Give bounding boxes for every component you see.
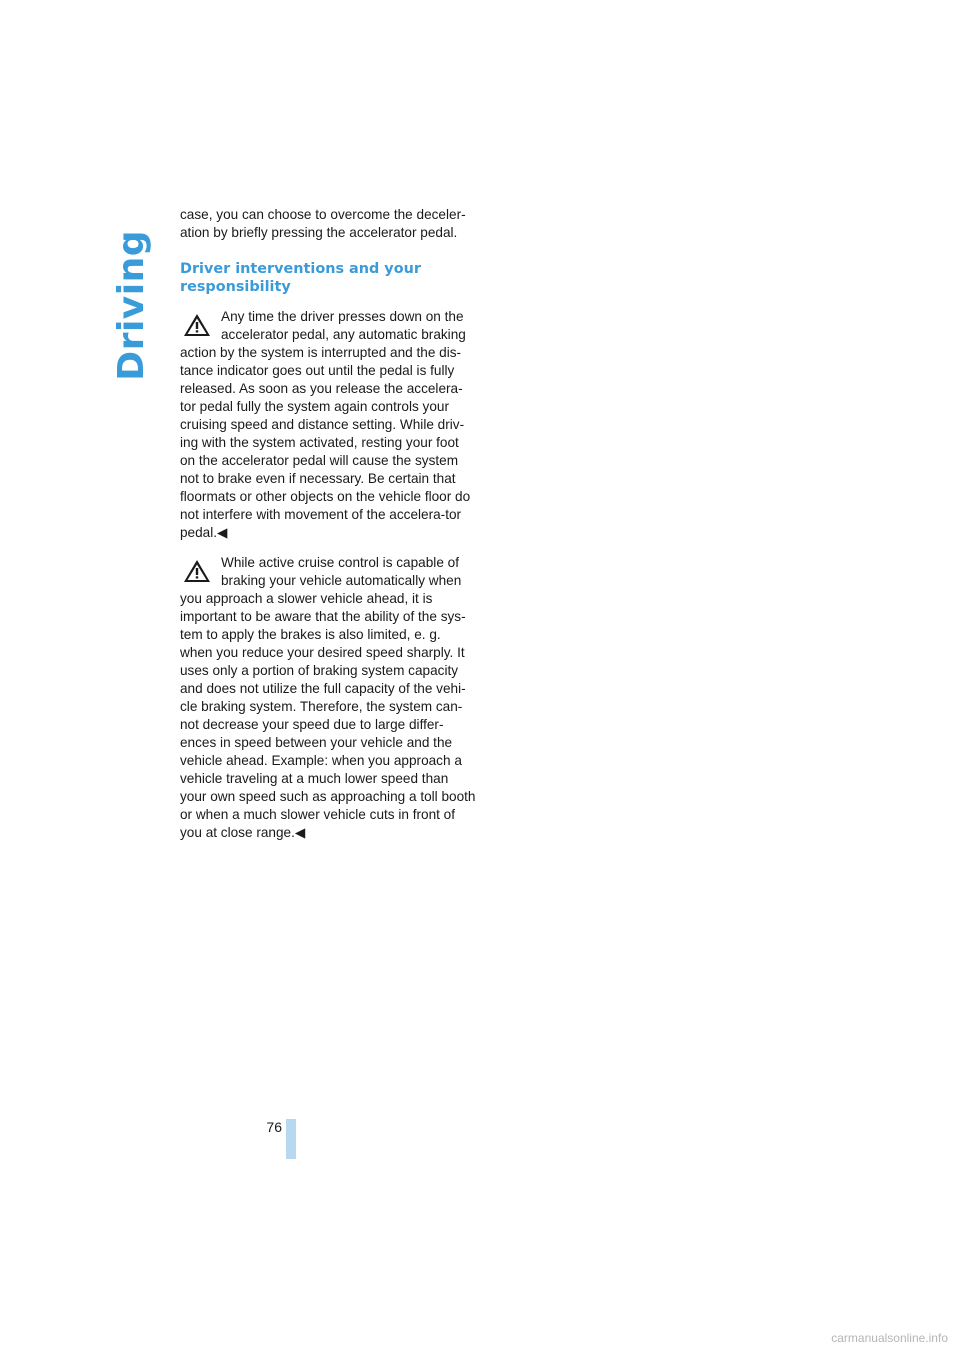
warning-text: [180, 554, 476, 842]
warning-triangle-icon: [182, 558, 212, 584]
page-number-bar: [286, 1119, 296, 1159]
main-content: [180, 206, 476, 854]
warning-text-body: While active cruise control is capable of braking your vehicle automatically when you approach a slower vehicle ahead, it is important to be aware that the ability of the sys-tem to apply the brakes is also limited, e. g. when you reduce your desired speed sharply. It uses only a portion of braking system capacity and does not utilize the full capacity of the vehi-cle braking system. Therefore, the system can-not decrease your speed due to large differ-ences in speed between your vehicle and the vehicle ahead. Example: when you approach a vehicle traveling at a much lower speed than your own speed such as approaching a toll booth or when a much slower vehicle cuts in front of you at close range.: [180, 555, 476, 840]
end-mark-icon: ◀: [217, 525, 228, 540]
warning-triangle-icon: [182, 312, 212, 338]
warning-block-2: [180, 554, 476, 842]
section-title: Driving: [111, 230, 152, 381]
section-heading: Driver interventions and your responsibility: [180, 261, 421, 295]
page-number: 76: [266, 1119, 282, 1135]
watermark: carmanualsonline.info: [831, 1331, 948, 1345]
warning-block-1: [180, 308, 476, 542]
warning-text-body: Any time the driver presses down on the accelerator pedal, any automatic braking action by the system is interrupted and the dis-tance indicator goes out until the pedal is fully released. As soon as you release the accelera-tor pedal fully the system again controls your cruising speed and distance setting. While driv-ing with the system activated, resting your foot on the accelerator pedal will cause the system not to brake even if necessary. Be certain that floormats or other objects on the vehicle floor do not interfere with movement of the accelera-tor pedal.: [180, 309, 471, 540]
warning-text: [180, 308, 476, 542]
end-mark-icon: ◀: [294, 825, 306, 840]
intro-paragraph: case, you can choose to overcome the deceler-ation by briefly pressing the accelerator pedal.: [180, 207, 466, 240]
